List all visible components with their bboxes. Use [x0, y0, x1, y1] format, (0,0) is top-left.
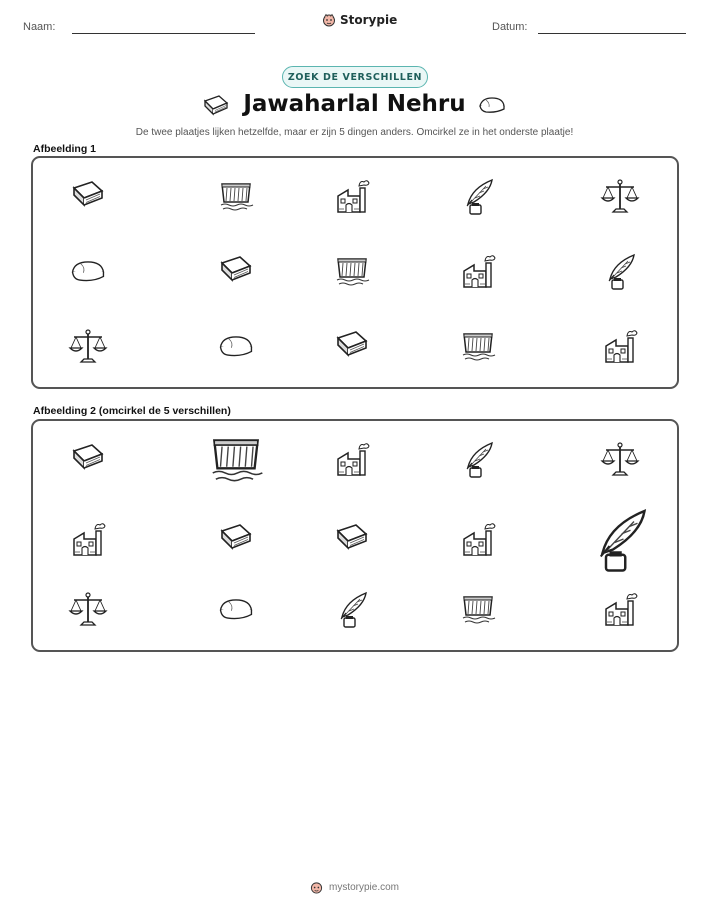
dam-icon	[216, 176, 256, 216]
book-icon[interactable]	[68, 439, 108, 479]
name-label: Naam:	[23, 21, 56, 33]
page-title: Jawaharlal Nehru	[243, 91, 466, 117]
scales-icon	[600, 176, 640, 216]
quill-icon[interactable]	[585, 504, 655, 574]
dam-icon	[458, 326, 498, 366]
name-line[interactable]	[72, 33, 255, 34]
quill-icon[interactable]	[458, 439, 498, 479]
scales-icon	[68, 326, 108, 366]
cap-icon[interactable]	[216, 589, 256, 629]
factory-icon[interactable]	[600, 589, 640, 629]
date-line[interactable]	[538, 33, 686, 34]
date-label: Datum:	[492, 21, 528, 33]
cap-icon	[216, 326, 256, 366]
dam-icon[interactable]	[458, 589, 498, 629]
factory-icon[interactable]	[332, 439, 372, 479]
cap-icon	[68, 251, 108, 291]
factory-icon	[458, 251, 498, 291]
brand-name: Storypie	[340, 13, 398, 27]
instructions: De twee plaatjes lijken hetzelfde, maar er zijn 5 dingen anders. Omcirkel ze in het onderste plaatje!	[135, 127, 574, 138]
cap-icon	[476, 95, 508, 115]
dam-icon[interactable]	[205, 428, 267, 490]
scales-icon[interactable]	[68, 589, 108, 629]
book-icon[interactable]	[332, 519, 372, 559]
storypie-logo-icon	[310, 881, 323, 894]
quill-icon	[600, 251, 640, 291]
picture-2-label: Afbeelding 2 (omcirkel de 5 verschillen)	[33, 405, 231, 417]
book-icon	[216, 251, 256, 291]
factory-icon	[332, 176, 372, 216]
factory-icon	[600, 326, 640, 366]
footer	[0, 881, 709, 894]
factory-icon[interactable]	[458, 519, 498, 559]
picture-1-label: Afbeelding 1	[33, 143, 97, 155]
brand	[322, 13, 397, 27]
book-icon	[332, 326, 372, 366]
book-icon	[68, 176, 108, 216]
quill-icon	[458, 176, 498, 216]
factory-icon[interactable]	[68, 519, 108, 559]
footer-url: mystorypie.com	[328, 882, 399, 893]
storypie-logo-icon	[322, 13, 336, 27]
quill-icon[interactable]	[332, 589, 372, 629]
scales-icon[interactable]	[600, 439, 640, 479]
dam-icon	[332, 251, 372, 291]
book-icon[interactable]	[216, 519, 256, 559]
worksheet-type-badge: ZOEK DE VERSCHILLEN	[282, 66, 428, 88]
